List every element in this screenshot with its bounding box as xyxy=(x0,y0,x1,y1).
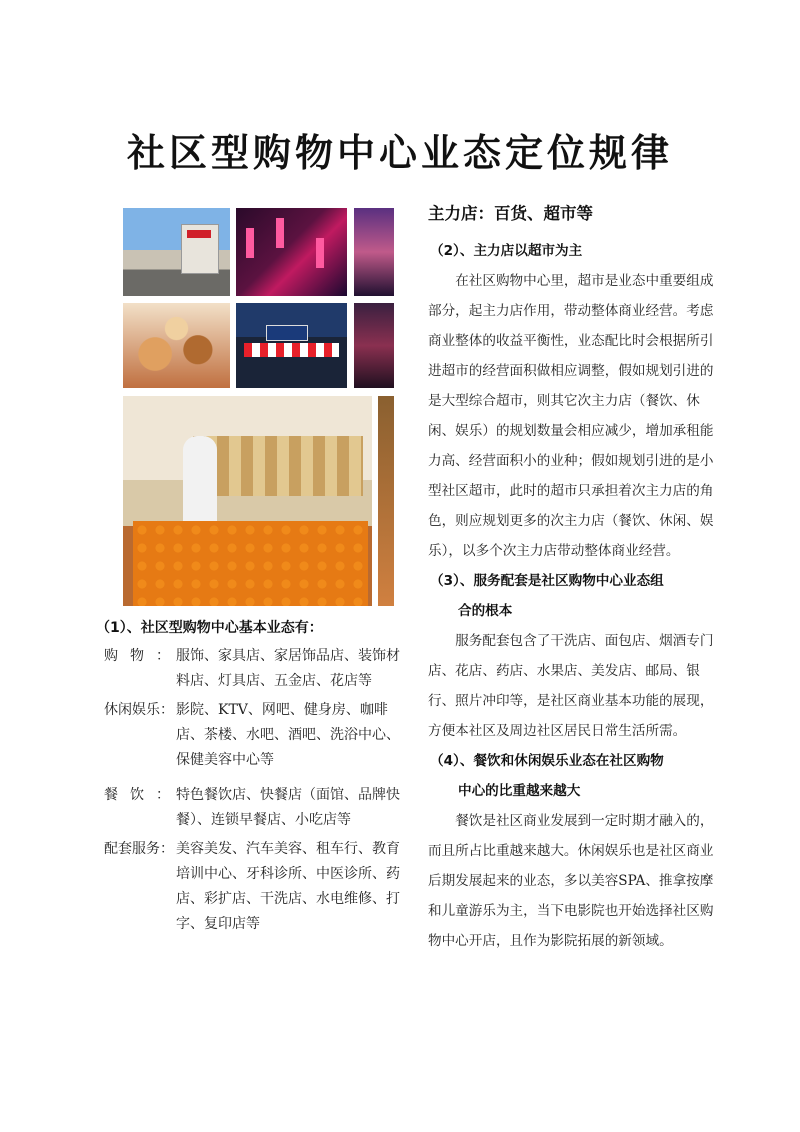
night-sign-photo xyxy=(354,208,394,296)
pastry-photo xyxy=(123,303,230,388)
section-4-heading-cont: 中心的比重越来越大 xyxy=(458,783,581,799)
section-4-paragraph: 餐饮是社区商业发展到一定时期才融入的，而且所占比重越来越大。休闲娱乐也是社区商业后期发展起来的业态，多以美容SPA、推拿按摩和儿童游乐为主，当下电影院也开始选择社区购物中心开店，且作为影院拓展的新领域。 xyxy=(428,813,714,949)
page-title: 社区型购物中心业态定位规律 xyxy=(126,131,673,175)
business-types-heading: （1）、社区型购物中心基本业态有： xyxy=(96,620,323,636)
list-item xyxy=(104,783,404,833)
section-3-heading-cont: 合的根本 xyxy=(458,603,513,619)
restaurant-front-photo xyxy=(236,303,347,388)
section-2-paragraph: 在社区购物中心里，超市是业态中重要组成部分，起主力店作用，带动整体商业经营。考虑商业整体的收益平衡性，业态配比时会根据所引进超市的经营面积做相应调整，假如规划引进的是大型综合超市，则其它次主力店（餐饮、休闲、娱乐）的规划数量会相应减少，增加承租能力高、经营面积小的业种；假如规划引进的是小型社区超市，此时的超市只承担着次主力店的角色，则应规划更多的次主力店（餐饮、休闲、娱乐），以多个次主力店带动整体商业经营。 xyxy=(428,273,714,559)
right-column xyxy=(428,200,720,956)
section-2-heading: （2）、主力店以超市为主 xyxy=(430,243,583,259)
neon-street-photo xyxy=(236,208,347,296)
item-value: 特色餐饮店、快餐店（面馆、品牌快餐）、连锁早餐店、小吃店等 xyxy=(176,787,400,828)
item-value: 影院、KTV、网吧、健身房、咖啡店、茶楼、水吧、酒吧、洗浴中心、保健美容中心等 xyxy=(176,702,400,768)
shop-interior-photo xyxy=(354,303,394,388)
photo-collage xyxy=(123,208,394,606)
list-item xyxy=(104,644,404,694)
side-photo-strip xyxy=(378,396,394,606)
anchor-store-heading: 主力店：百货、超市等 xyxy=(428,204,593,223)
section-4-heading: （4）、餐饮和休闲娱乐业态在社区购物 xyxy=(430,753,664,769)
item-label: 休闲娱乐： xyxy=(104,702,174,718)
item-label: 购物： xyxy=(104,648,170,664)
item-value: 服饰、家具店、家居饰品店、装饰材料店、灯具店、五金店、花店等 xyxy=(176,648,400,689)
supermarket-fruit-photo xyxy=(123,396,372,606)
mall-exterior-photo xyxy=(123,208,230,296)
item-label: 配套服务： xyxy=(104,841,174,857)
item-label: 餐饮： xyxy=(104,787,170,803)
item-value: 美容美发、汽车美容、租车行、教育培训中心、牙科诊所、中医诊所、药店、彩扩店、干洗店、水电维修、打字、复印店等 xyxy=(176,841,400,932)
section-3-paragraph: 服务配套包含了干洗店、面包店、烟酒专门店、花店、药店、水果店、美发店、邮局、银行、照片冲印等，是社区商业基本功能的展现，方便本社区及周边社区居民日常生活所需。 xyxy=(428,633,714,739)
section-3-heading: （3）、服务配套是社区购物中心业态组 xyxy=(430,573,664,589)
business-types-list xyxy=(104,644,404,941)
list-item xyxy=(104,698,404,773)
list-item xyxy=(104,837,404,937)
